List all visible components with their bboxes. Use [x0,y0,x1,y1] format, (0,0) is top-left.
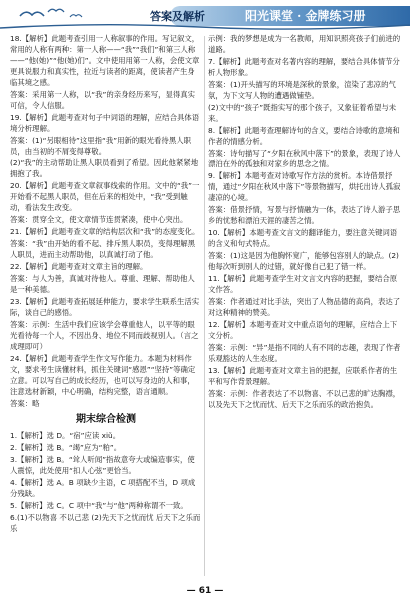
answer-line: 答案：诗句描写了“夕阳在秋风中落下”的景象，表现了诗人漂泊在外的孤独和对家乡的思念之情。 [208,148,401,169]
answer-line: 7.【解析】此题考查对名著内容的理解，要结合具体情节分析人物形象。 [208,56,400,77]
answer-line: 答案：借景抒情，写景与抒情融为一体，表达了诗人游子思乡的忧愁和漂泊天涯的凄苦之情。 [208,205,401,226]
answer-line: 6.(1)不以物喜 不以己悲 (2)先天下之忧而忧 后天下之乐而乐 [10,512,201,533]
answer-line: 11.【解析】此题考查学生对文言文内容的把握，要结合原文作答。 [208,274,398,294]
page-number: — 61 — [186,586,224,596]
header-wave [0,22,410,30]
answer-line: 答案：与人为善，真诚对待他人。尊重、理解、帮助他人是一种美德。 [10,274,195,294]
answer-line: 12.【解析】本题考查对文中重点语句的理解，应结合上下文分析。 [208,319,398,340]
answer-line: 答案：示例：作者表达了不以物喜、不以己悲的旷达胸襟，以及先天下之忧而忧、后天下之乐而乐的政治抱负。 [208,388,401,409]
column-divider [204,36,205,576]
answer-line: 1.【解析】选 D。“宿”应读 xiǔ。 [10,431,121,441]
answer-line: 答案：示例：“异”是指不同的人有不同的志趣，表现了作者乐观豁达的人生态度。 [208,342,401,363]
answer-list-left [10,34,202,409]
answer-line: 18.【解析】此题考查引用一人称叙事的作用。写记叙文，常用的人称有两种：第一人称——“我”“我们”和第三人称——“他(她)”“他(她)们”。文中使用用第一人称，会使文章更具说服力和真实性，拉近与读者的距离，使读者产生身临其境之感。 [10,34,200,87]
answer-line: 答案：示例：生活中我们应该学会尊重他人，以平等的眼光看待每一个人，不因出身、地位不同而歧视别人。（言之成理即可） [10,319,199,351]
answer-line: 9.【解析】本题考查对诗歌写作方法的赏析。本诗借景抒情，通过“夕阳在秋风中落下”等景物描写，烘托出诗人孤寂凄凉的心境。 [208,171,401,203]
answer-line: 13.【解析】此题考查对文章主旨的把握，应联系作者的生平和写作背景理解。 [208,365,398,386]
answer-line: 22.【解析】此题考查对文章主旨的理解。 [10,262,148,272]
answer-line: 答案：(1)这是因为他胸怀宽广，能够包容别人的缺点。(2)他每次听到别人的过错，就好像自己犯了错一样。 [208,251,399,272]
header-brand: 阳光课堂 · 金牌练习册 [245,9,366,23]
answer-line: 示例：我的梦想是成为一名教师，用知识照亮孩子们前进的道路。 [208,34,401,54]
right-column [208,34,402,584]
answer-list-right [208,34,402,410]
answer-line: 21.【解析】此题考查文章的结构层次和“我”的态度变化。 [10,227,200,237]
page-header [0,0,410,30]
answer-line: 8.【解析】此题考查理解诗句的含义，要结合诗歌的意境和作者的情感分析。 [208,125,400,146]
answer-line: 答案：“我”由开始的看不起、排斥黑人职员，变得理解黑人职员，进而主动帮助他，以真诚打动了他。 [10,239,196,260]
answer-list-left-bottom [10,431,202,535]
section-title: 期末综合检测 [76,414,136,426]
header-title: 答案及解析 [150,10,205,23]
answer-line: 2.【解析】选 B。“竭”应为“粕”。 [10,443,122,453]
answer-line: 答案：略 [10,398,40,408]
answer-line: 答案：贯穿全文，使文章情节连贯紧凑，使中心突出。 [10,215,188,225]
answer-line: (2)文中的“孩子”既指实写的那个孩子，又象征着希望与未来。 [208,102,397,123]
answer-line: 10.【解析】本题考查文言文的翻译能力，要注意关键词语的含义和句式特点。 [208,228,398,249]
answer-line: 20.【解析】此题考查文章叙事线索的作用。文中的“我”一开始看不起黑人职员，但在后来的相处中，“我”受到触动，看法发生改变。 [10,181,200,213]
answer-line: (2)“我”的主动帮助让黑人职员看到了希望。因此他紧紧地拥抱了我。 [10,158,199,179]
answer-line: 4.【解析】选 A。B 项缺少主语，C 项搭配不当，D 项成分残缺。 [10,478,196,499]
answer-line: 答案：采用第一人称，以“我”的亲身经历来写，显得真实可信，令人信服。 [10,89,196,110]
left-column [10,34,202,584]
answer-line: 5.【解析】选 C。C 项中“我”与“他”两种称谓不一致。 [10,500,188,510]
answer-line: 24.【解析】此题考查学生作文写作能力。本题为材料作文，要求考生读懂材料，抓住关键词“感恩”“坚持”等确定立意。可以写自己的成长经历，也可以写身边的人和事，注意选材新颖，中心明确，结构完整，语言通顺。 [10,353,196,396]
answer-line: 23.【解析】此题考查拓展延伸能力，要求学生联系生活实际，谈自己的感悟。 [10,296,200,317]
answer-line: 答案：(1)“另眼相待”这里指“我”用新的眼光看待黑人职员，由当初的不屑变得尊敬。 [10,135,191,156]
birds-icon [18,4,108,22]
answer-line: 19.【解析】此题考查对句子中词语的理解，应结合具体语境分析理解。 [10,112,200,133]
answer-line: 答案：作者通过对比手法，突出了人物品德的高尚，表达了对这种精神的赞美。 [208,296,401,317]
answer-line: 3.【解析】选 B。“耸人听闻”指故意夸大或编造事实，使人震惊，此处使用“扣人心弦”更恰当。 [10,455,195,476]
answer-line: 答案：(1)开头描写的环境是深秋的景象，渲染了悲凉的气氛，为下文写人物的遭遇做铺垫。 [208,79,396,100]
